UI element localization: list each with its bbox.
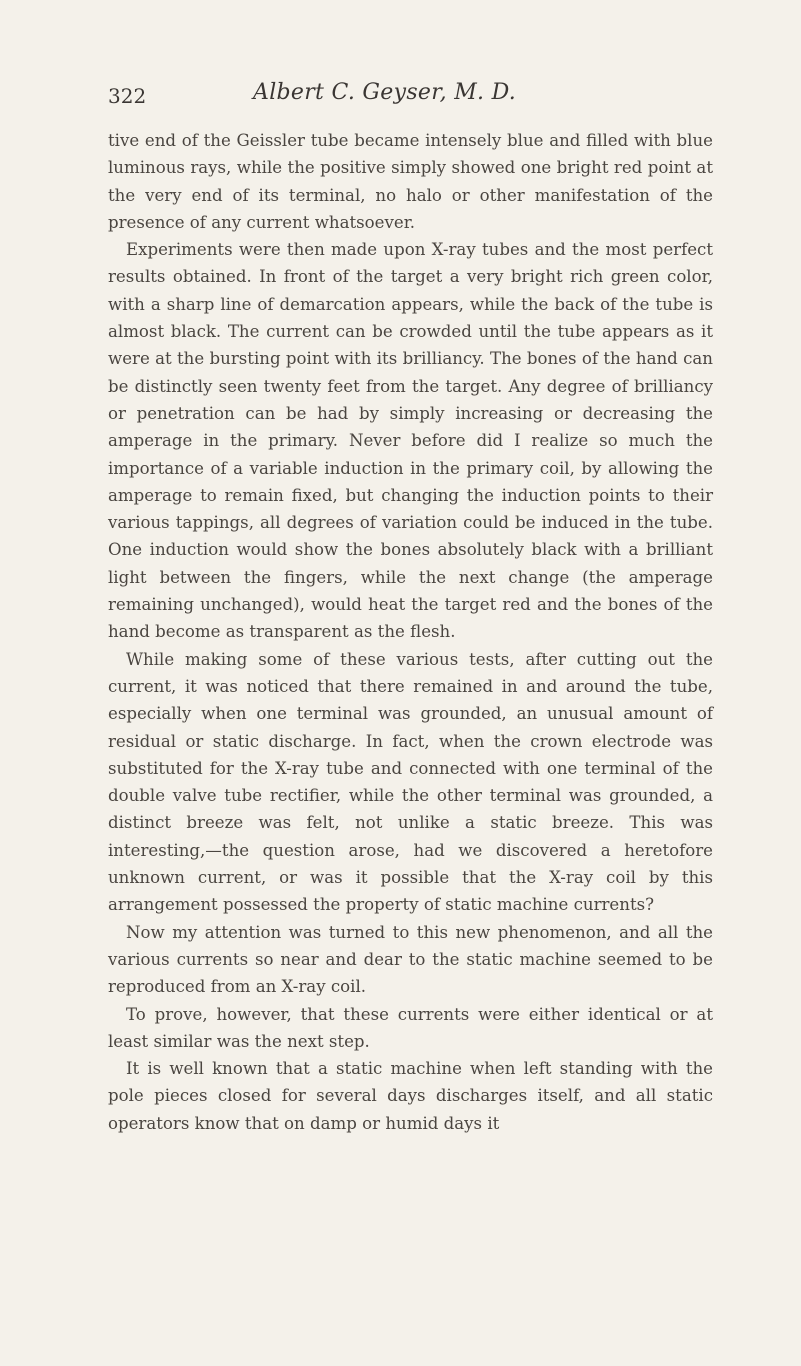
paragraph: Now my attention was turned to this new phenomenon, and all the various currents so near and dear to the static machine seemed to be reproduced from an X-ray coil. — [108, 922, 713, 997]
paragraph: It is well known that a static machine when left standing with the pole pieces closed for several days discharges itself, and all static operators know that on damp or humid days it — [108, 1059, 713, 1133]
paragraph: tive end of the Geissler tube became intensely blue and filled with blue luminous rays, while the positive simply showed one bright red point at the very end of its terminal, no halo or other manifestation of the presence of any current whatsoever. — [108, 131, 713, 232]
page-header — [108, 80, 713, 116]
body-text — [108, 127, 713, 1137]
paragraph: Experiments were then made upon X-ray tubes and the most perfect results obtained. In front of the target a very bright rich green color, with a sharp line of demarcation appears, while the back of the tube is almost black. The current can be crowded until the tube appears as it were at the bursting point with its brilliancy. The bones of the hand can be distinctly seen twenty feet from the target. Any degree of brilliancy or penetration can be had by simply increasing or decreasing the amperage in the primary. Never before did I realize so much the importance of a variable induction in the primary coil, by allowing the amperage to remain fixed, but changing the induction points to their various tappings, all degrees of variation could be induced in the tube. One induction would show the bones absolutely black with a brilliant light between the fingers, while the next change (the amperage remaining unchanged), would heat the target red and the bones of the hand become as transparent as the flesh. — [108, 240, 713, 642]
page-number: 322 — [108, 84, 147, 108]
paragraph: To prove, however, that these currents were either identical or at least similar was the next step. — [108, 1004, 713, 1051]
paragraph: While making some of these various tests, after cutting out the current, it was noticed that there remained in and around the tube, especially when one terminal was grounded, an unusual amount of residual or static discharge. In fact, when the crown electrode was substituted for the X-ray tube and connected with one terminal of the double valve tube rectifier, while the other terminal was grounded, a distinct breeze was felt, not unlike a static breeze. This was interesting,—the question arose, had we discovered a heretofore unknown current, or was it possible that the X-ray coil by this arrangement possessed the property of static machine currents? — [108, 649, 713, 915]
running-head: Albert C. Geyser, M. D. — [253, 80, 517, 105]
